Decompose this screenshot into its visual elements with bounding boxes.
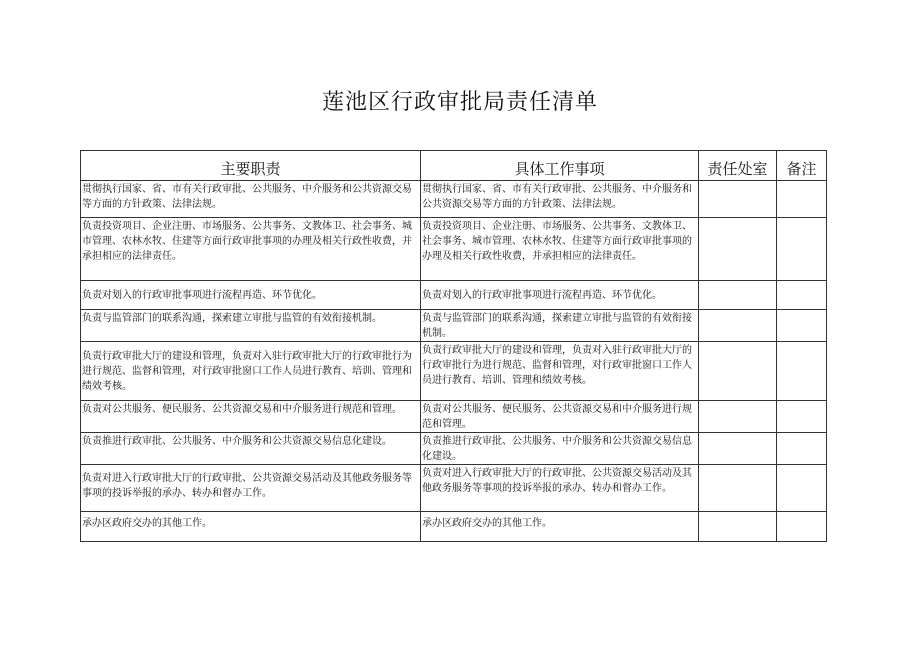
work-items-text: 负责对公共服务、便民服务、公共资源交易和中介服务进行规范和管理。 xyxy=(422,404,692,430)
department-cell xyxy=(699,218,777,281)
work-items-cell xyxy=(421,512,699,542)
department-cell xyxy=(699,433,777,465)
remarks-cell xyxy=(777,181,827,218)
duty-text: 负责对进入行政审批大厅的行政审批、公共资源交易活动及其他政务服务等事项的投诉举报的承办、转办和督办工作。 xyxy=(82,473,412,499)
work-items-cell xyxy=(421,401,699,433)
remarks-cell xyxy=(777,401,827,433)
duty-cell xyxy=(81,512,421,542)
work-items-cell xyxy=(421,218,699,281)
work-items-cell xyxy=(421,465,699,512)
work-items-cell xyxy=(421,342,699,401)
table-row xyxy=(81,465,827,512)
work-items-cell xyxy=(421,281,699,310)
work-items-text: 承办区政府交办的其他工作。 xyxy=(422,518,552,529)
duty-text: 负责与监管部门的联系沟通，探索建立审批与监管的有效衔接机制。 xyxy=(82,313,382,324)
table-row xyxy=(81,181,827,218)
table-header-row xyxy=(81,151,827,181)
duty-text: 负责行政审批大厅的建设和管理，负责对入驻行政审批大厅的行政审批行为进行规范、监督和管理，对行政审批窗口工作人员进行教育、培训、管理和绩效考核。 xyxy=(82,351,412,392)
duty-cell xyxy=(81,181,421,218)
duty-text: 负责对划入的行政审批事项进行流程再造、环节优化。 xyxy=(82,290,322,301)
table-row xyxy=(81,218,827,281)
duty-cell xyxy=(81,465,421,512)
work-items-text: 负责行政审批大厅的建设和管理，负责对入驻行政审批大厅的行政审批行为进行规范、监督和管理，对行政审批窗口工作人员进行教育、培训、管理和绩效考核。 xyxy=(422,345,692,386)
work-items-cell xyxy=(421,310,699,342)
department-cell xyxy=(699,342,777,401)
work-items-text: 负责投资项目、企业注册、市场服务、公共事务、文教体卫、社会事务、城市管理、农林水牧、住建等方面行政审批事项的办理及相关行政性收费，并承担相应的法律责任。 xyxy=(422,221,692,262)
document-title: 莲池区行政审批局责任清单 xyxy=(321,90,598,115)
work-items-text: 负责对划入的行政审批事项进行流程再造、环节优化。 xyxy=(422,290,662,301)
remarks-cell xyxy=(777,465,827,512)
department-cell xyxy=(699,310,777,342)
remarks-cell xyxy=(777,512,827,542)
header-responsible-department: 责任处室 xyxy=(699,151,777,181)
work-items-text: 负责推进行政审批、公共服务、中介服务和公共资源交易信息化建设。 xyxy=(422,436,692,462)
table-row xyxy=(81,342,827,401)
duty-cell xyxy=(81,433,421,465)
header-work-items: 具体工作事项 xyxy=(421,151,699,181)
work-items-text: 贯彻执行国家、省、市有关行政审批、公共服务、中介服务和公共资源交易等方面的方针政策、法律法规。 xyxy=(422,184,692,210)
department-cell xyxy=(699,401,777,433)
duty-text: 负责投资项目、企业注册、市场服务、公共事务、文教体卫、社会事务、城市管理、农林水牧、住建等方面行政审批事项的办理及相关行政性收费，并承担相应的法律责任。 xyxy=(82,221,412,262)
header-duty: 主要职责 xyxy=(81,151,421,181)
duty-cell xyxy=(81,218,421,281)
table-row xyxy=(81,401,827,433)
table-row xyxy=(81,310,827,342)
duty-text: 贯彻执行国家、省、市有关行政审批、公共服务、中介服务和公共资源交易等方面的方针政策、法律法规。 xyxy=(82,184,412,210)
duty-text: 承办区政府交办的其他工作。 xyxy=(82,518,212,529)
department-cell xyxy=(699,465,777,512)
work-items-text: 负责与监管部门的联系沟通，探索建立审批与监管的有效衔接机制。 xyxy=(422,313,692,339)
remarks-cell xyxy=(777,218,827,281)
responsibility-table xyxy=(80,150,827,542)
work-items-text: 负责对进入行政审批大厅的行政审批、公共资源交易活动及其他政务服务等事项的投诉举报的承办、转办和督办工作。 xyxy=(422,468,692,494)
duty-cell xyxy=(81,281,421,310)
remarks-cell xyxy=(777,433,827,465)
table-row xyxy=(81,433,827,465)
remarks-cell xyxy=(777,342,827,401)
duty-cell xyxy=(81,342,421,401)
header-remarks: 备注 xyxy=(777,151,827,181)
department-cell xyxy=(699,512,777,542)
table-row xyxy=(81,512,827,542)
table-row xyxy=(81,281,827,310)
duty-text: 负责推进行政审批、公共服务、中介服务和公共资源交易信息化建设。 xyxy=(82,436,392,447)
work-items-cell xyxy=(421,181,699,218)
remarks-cell xyxy=(777,310,827,342)
department-cell xyxy=(699,181,777,218)
duty-cell xyxy=(81,401,421,433)
work-items-cell xyxy=(421,433,699,465)
remarks-cell xyxy=(777,281,827,310)
duty-text: 负责对公共服务、便民服务、公共资源交易和中介服务进行规范和管理。 xyxy=(82,404,402,415)
duty-cell xyxy=(81,310,421,342)
department-cell xyxy=(699,281,777,310)
